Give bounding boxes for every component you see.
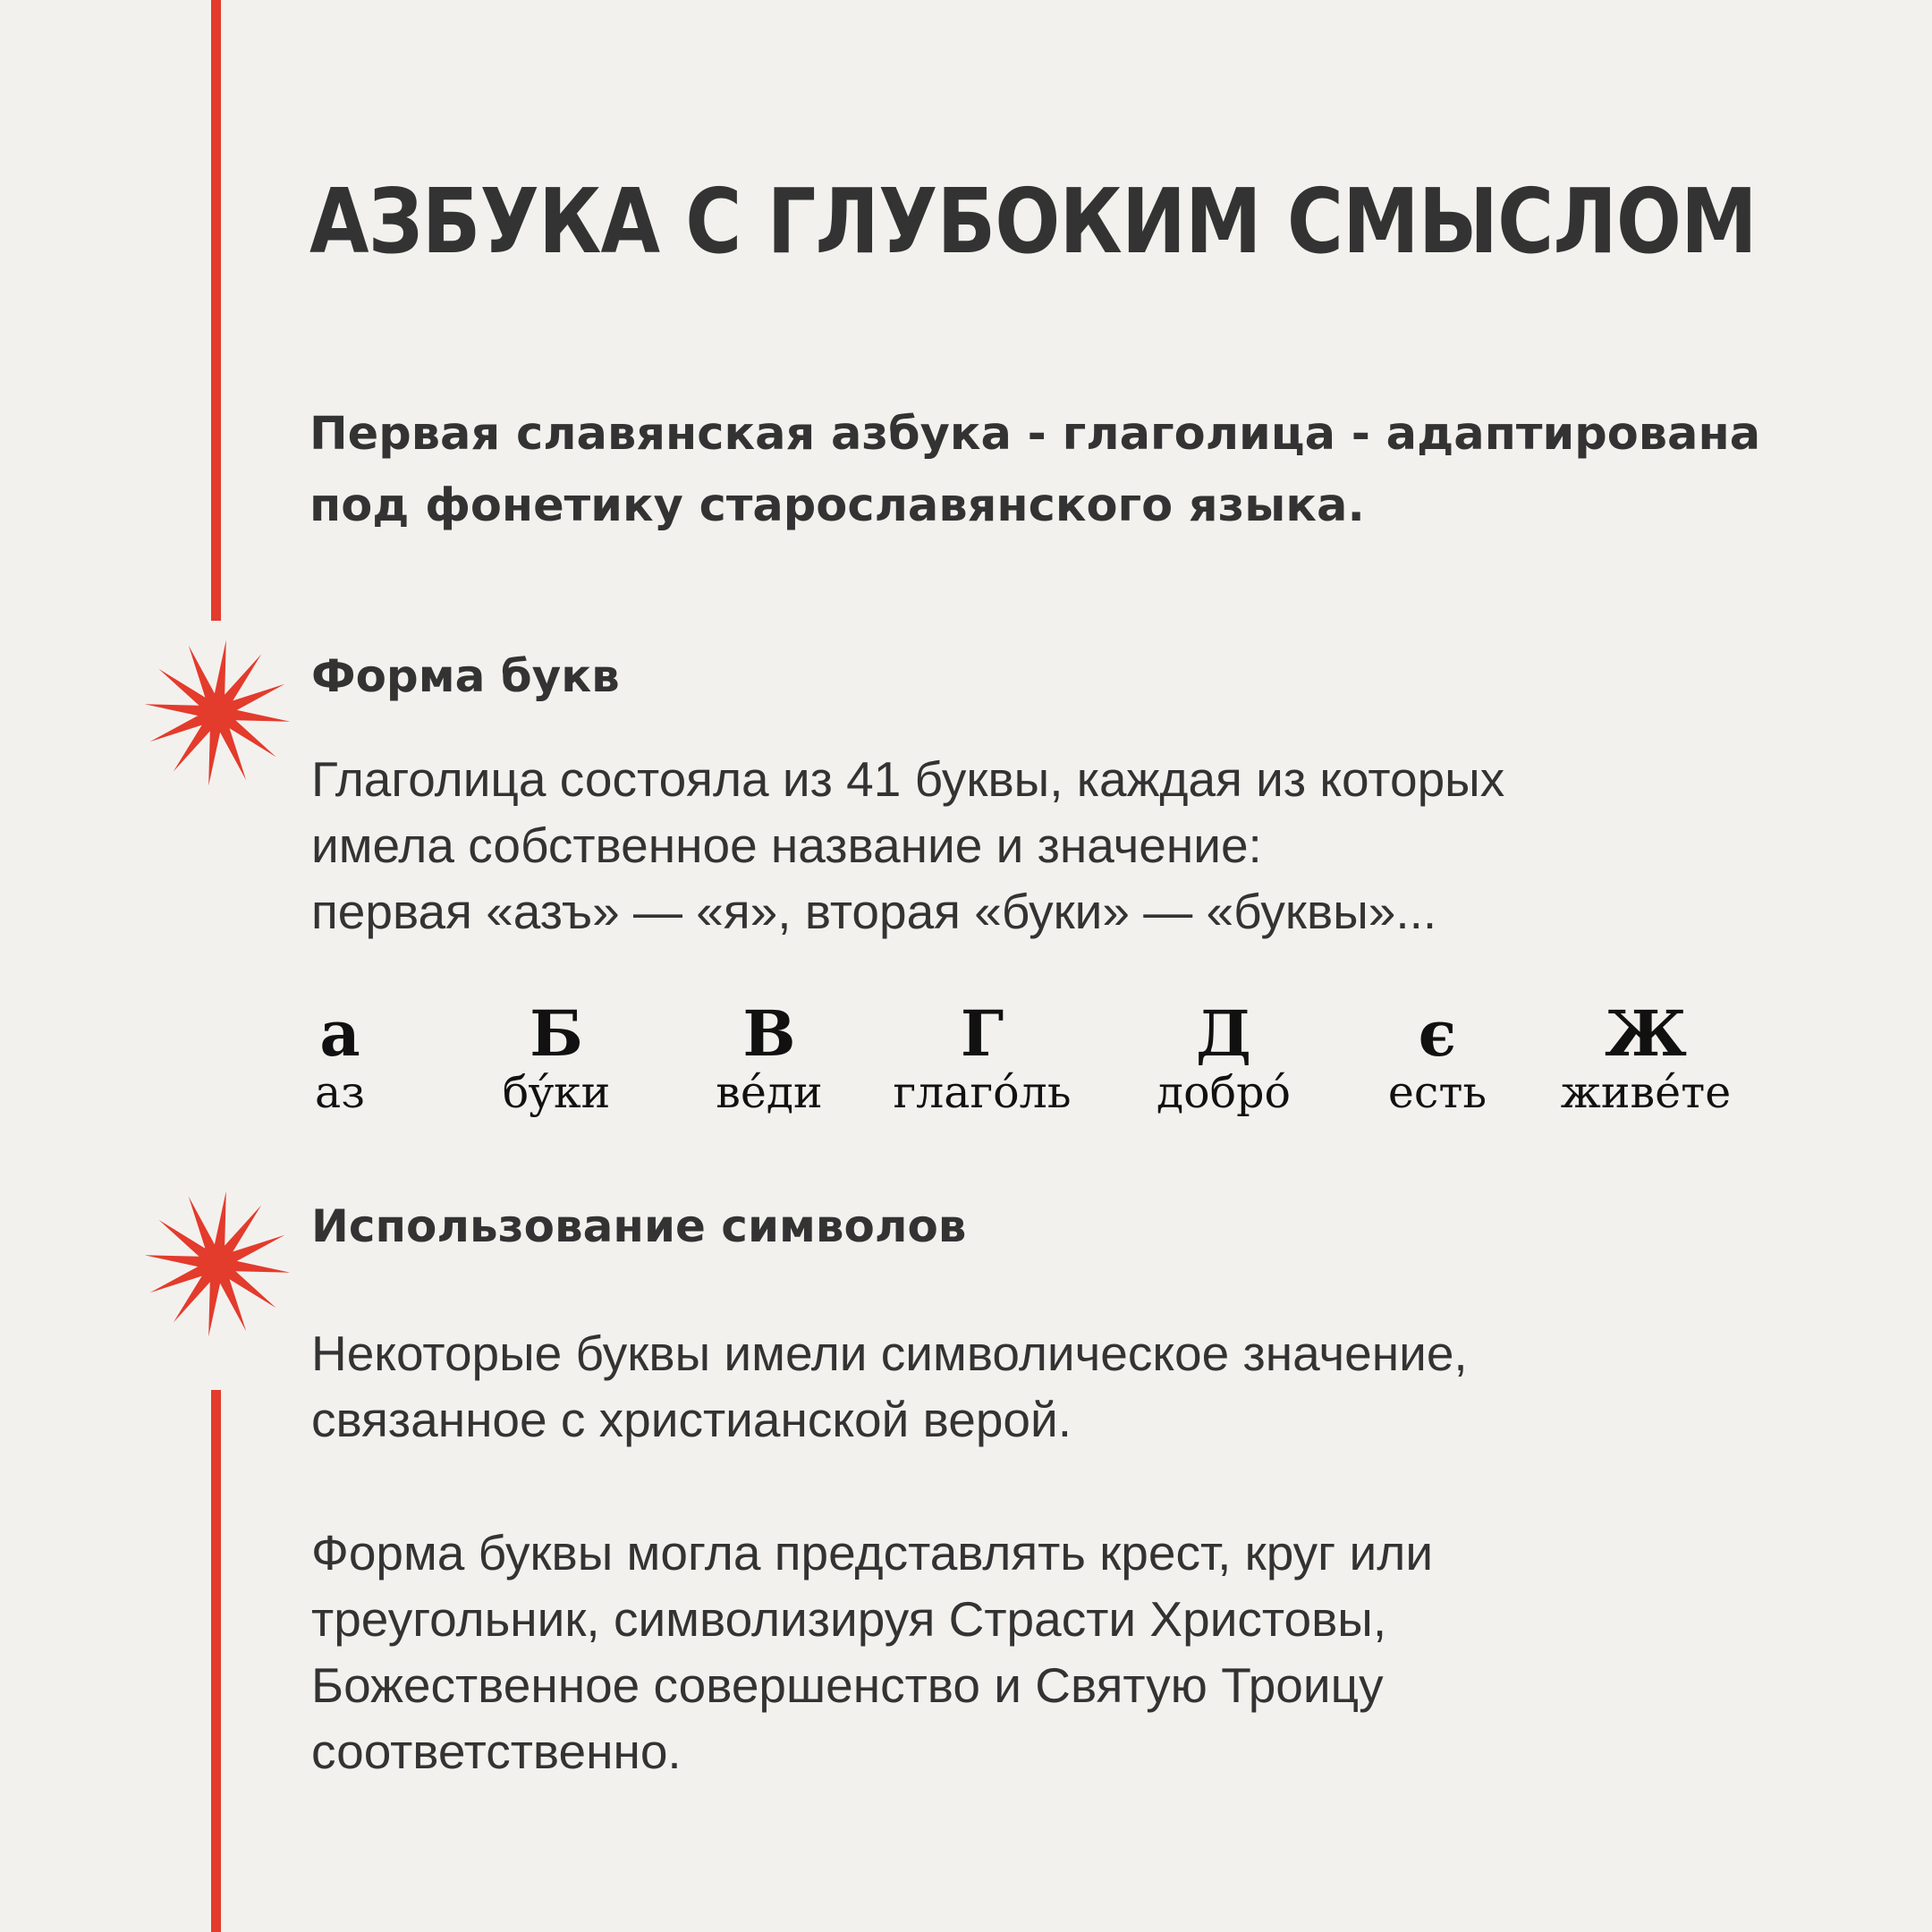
intro-line: под фонетику старославянского языка.	[309, 479, 1365, 532]
letter-item	[1560, 996, 1732, 1118]
letter-row	[0, 996, 1932, 1143]
text-line: треугольник, символизируя Страсти Христовы,	[311, 1591, 1387, 1647]
symbols-text	[311, 1320, 1468, 1453]
symbols-shapes-text	[311, 1520, 1433, 1784]
page-title: АЗБУКА С ГЛУБОКИМ СМЫСЛОМ	[309, 169, 1757, 274]
letter-glyph: є	[1418, 996, 1457, 1071]
letter-name: добрó	[1156, 1067, 1292, 1118]
letter-item	[502, 996, 611, 1118]
letter-glyph: а	[319, 996, 360, 1071]
text-line: Некоторые буквы имели символическое значение,	[311, 1326, 1468, 1381]
section-heading-letter-form: Форма букв	[311, 650, 620, 702]
letter-name: есть	[1387, 1067, 1487, 1118]
letter-item	[1387, 996, 1487, 1118]
text-line: Божественное совершенство и Святую Троицу	[311, 1657, 1384, 1713]
letter-name: бýки	[502, 1067, 611, 1118]
letter-name: вéди	[716, 1067, 823, 1118]
accent-line-bottom	[211, 1390, 221, 1932]
text-line: соответственно.	[311, 1724, 682, 1779]
letter-name: глагóль	[893, 1067, 1072, 1118]
intro-text	[309, 399, 1919, 542]
section-heading-symbols: Использование символов	[311, 1200, 967, 1252]
letter-glyph: В	[742, 996, 796, 1071]
letter-form-text	[311, 746, 1504, 945]
letter-item	[315, 996, 365, 1118]
letter-glyph: Д	[1195, 996, 1252, 1071]
letter-name: аз	[315, 1067, 365, 1118]
letter-item	[893, 996, 1072, 1118]
text-line: Форма буквы могла представлять крест, круг или	[311, 1525, 1434, 1580]
star-burst-icon	[143, 639, 292, 787]
star-burst-icon	[143, 1190, 292, 1338]
letter-item	[716, 996, 823, 1118]
intro-line: Первая славянская азбука - глаголица - адаптирована	[309, 408, 1761, 461]
text-line: Глаголица состояла из 41 буквы, каждая из которых	[311, 751, 1505, 807]
letter-item	[1156, 996, 1292, 1118]
text-line: первая «азъ» — «я», вторая «буки» — «буквы»...	[311, 884, 1437, 939]
accent-line-top	[211, 0, 221, 621]
letter-name: живéте	[1560, 1067, 1732, 1118]
letter-glyph: Г	[960, 996, 1004, 1071]
text-line: связанное с христианской верой.	[311, 1392, 1072, 1447]
letter-glyph: Б	[530, 996, 583, 1071]
letter-glyph: Ж	[1605, 996, 1687, 1071]
text-line: имела собственное название и значение:	[311, 818, 1262, 873]
